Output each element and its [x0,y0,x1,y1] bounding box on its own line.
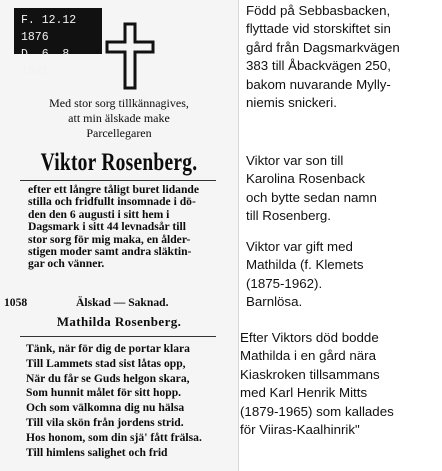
poem-line: Till himlens salighet och frid [26,445,168,459]
memorial-poem [26,342,226,460]
note-line: bakom nuvarande Mylly- [246,76,391,92]
poem-line: Tänk, när för dig de portar klara [26,342,190,355]
note-line: med Karl Henrik Mitts [240,385,368,401]
note-line: Efter Viktors död bodde [240,330,379,345]
note-widowhood [240,329,434,439]
body-line: stigen moder samt andra släktin- [28,245,192,259]
note-line: för Viiras-Kaalhinrik" [240,422,360,438]
announce-line: Parcellegaren [86,126,152,140]
note-line: gård från Dagsmarkvägen [246,39,400,55]
note-line: Viktor var son till [246,153,344,168]
body-line: efter ett långre tåligt buret lidande [28,183,199,196]
mourning-phrase: Älskad — Saknad. [76,296,169,309]
note-line: Karolina Rosenback [246,171,366,187]
note-line: (1879-1965) som kallades [240,403,394,419]
note-line: till Rosenberg. [246,208,331,224]
note-birthplace [246,2,440,112]
death-date: D. 6. 8 1921 [21,48,70,78]
body-line: stor sorg för mig maka, en ålder- [28,232,191,246]
note-line: Född på Sebbasbacken, [246,3,391,18]
note-parentage [246,152,440,226]
note-line: 383 till Åbackvägen 250, [246,58,391,74]
obituary-body [28,184,224,271]
birth-date: F. 12.12 1876 [21,14,77,44]
body-line: gar och vänner. [28,257,105,271]
note-line: och bytte sedan namn [246,189,377,205]
note-line: (1875-1962). [246,275,323,291]
life-dates-box [14,8,102,78]
note-marriage [246,238,440,312]
announce-line: Med stor sorg tillkännagives, [49,96,189,110]
poem-line: När du får se Guds helgon skara, [26,371,190,385]
body-line: den den 6 augusti i sitt hem i [28,207,170,221]
poem-line: Och som välkomna dig nu hälsa [26,401,185,415]
body-line: Dagsmark i sitt 44 levnadsår till [28,220,186,234]
divider [20,336,216,337]
poem-line: Till vila skön från jordens strid. [26,415,184,429]
note-line: Barnlösa. [246,294,303,310]
obituary-header [0,0,238,96]
poem-line: Hos honom, som din sjä' fått frälsa. [26,430,202,444]
note-line: flyttade vid storskiftet sin [246,21,391,37]
signer-name: Mathilda Rosenberg. [56,314,182,329]
announce-line: att min älskade make [68,111,170,125]
poem-line: Som hunnit målet för sitt hopp. [26,386,182,400]
note-line: Mathilda (f. Klemets [246,257,364,273]
note-line: Viktor var gift med [246,239,353,254]
deceased-name: Viktor Rosenberg. [40,149,198,176]
note-line: Mathilda i en gård nära [240,348,377,364]
notice-number: 1058 [4,296,28,309]
note-line: niemis snickeri. [246,95,337,111]
cross-icon [104,22,156,92]
note-line: Kiaskroken tillsammans [240,366,380,382]
divider [20,180,216,181]
body-line: stilla och fridfullt insomnade i dö- [28,195,196,209]
poem-line: Till Lammets stad sist låtas opp, [26,356,186,370]
